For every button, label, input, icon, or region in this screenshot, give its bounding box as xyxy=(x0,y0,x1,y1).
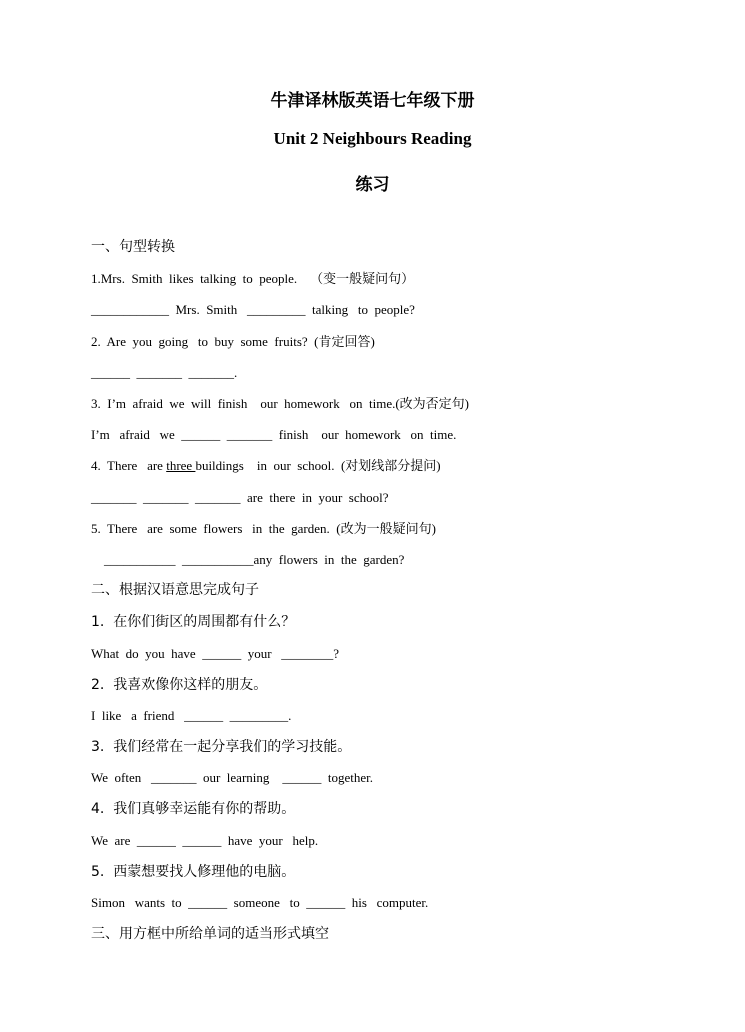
s1-q4-suffix: buildings in our school. (对划线部分提问) xyxy=(195,458,441,473)
s2-answer-3: We often _______ our learning ______ together. xyxy=(91,770,374,785)
s2-answer-2: I like a friend ______ _________. xyxy=(91,708,292,723)
s2-question-5: 5. 西蒙想要找人修理他的电脑。 xyxy=(91,864,296,880)
s1-q4-underlined-word: three xyxy=(166,458,196,473)
s1-answer-3: I’m afraid we ______ _______ finish our homework on time. xyxy=(91,427,457,442)
document-title: 牛津译林版英语七年级下册 xyxy=(270,91,475,111)
s2-answer-1: What do you have ______ your ________? xyxy=(91,646,340,661)
s2-question-2: 2. 我喜欢像你这样的朋友。 xyxy=(91,677,268,693)
s1-question-4 xyxy=(91,457,441,475)
s1-answer-2: ______ _______ _______. xyxy=(91,365,238,380)
s2-answer-5: Simon wants to ______ someone to ______ his computer. xyxy=(91,895,429,910)
s1-question-1: 1.Mrs. Smith likes talking to people. （变一般疑问句） xyxy=(91,271,415,286)
s2-answer-4: We are ______ ______ have your help. xyxy=(91,833,319,848)
section-1-heading: 一、句型转换 xyxy=(91,239,175,255)
s1-question-5: 5. There are some flowers in the garden. (改为一般疑问句) xyxy=(91,521,436,536)
document-label: 练习 xyxy=(355,175,390,195)
s1-question-2: 2. Are you going to buy some fruits? (肯定回答) xyxy=(91,334,375,349)
s1-answer-4: _______ _______ _______ are there in your school? xyxy=(91,490,389,505)
s2-question-1: 1. 在你们街区的周围都有什么？ xyxy=(91,614,296,630)
s1-question-3: 3. I’m afraid we will finish our homework on time.(改为否定句) xyxy=(91,396,470,411)
section-2-heading: 二、根据汉语意思完成句子 xyxy=(91,582,259,598)
s2-question-3: 3. 我们经常在一起分享我们的学习技能。 xyxy=(91,739,352,755)
section-3-heading: 三、用方框中所给单词的适当形式填空 xyxy=(91,926,329,942)
s1-q4-prefix: 4. There are xyxy=(91,458,167,473)
s1-answer-5: ___________ ___________any flowers in the garden? xyxy=(91,552,405,567)
s1-answer-1: ____________ Mrs. Smith _________ talking to people? xyxy=(91,302,415,317)
s2-question-4: 4. 我们真够幸运能有你的帮助。 xyxy=(91,801,296,817)
document-subtitle: Unit 2 Neighbours Reading xyxy=(273,129,472,148)
